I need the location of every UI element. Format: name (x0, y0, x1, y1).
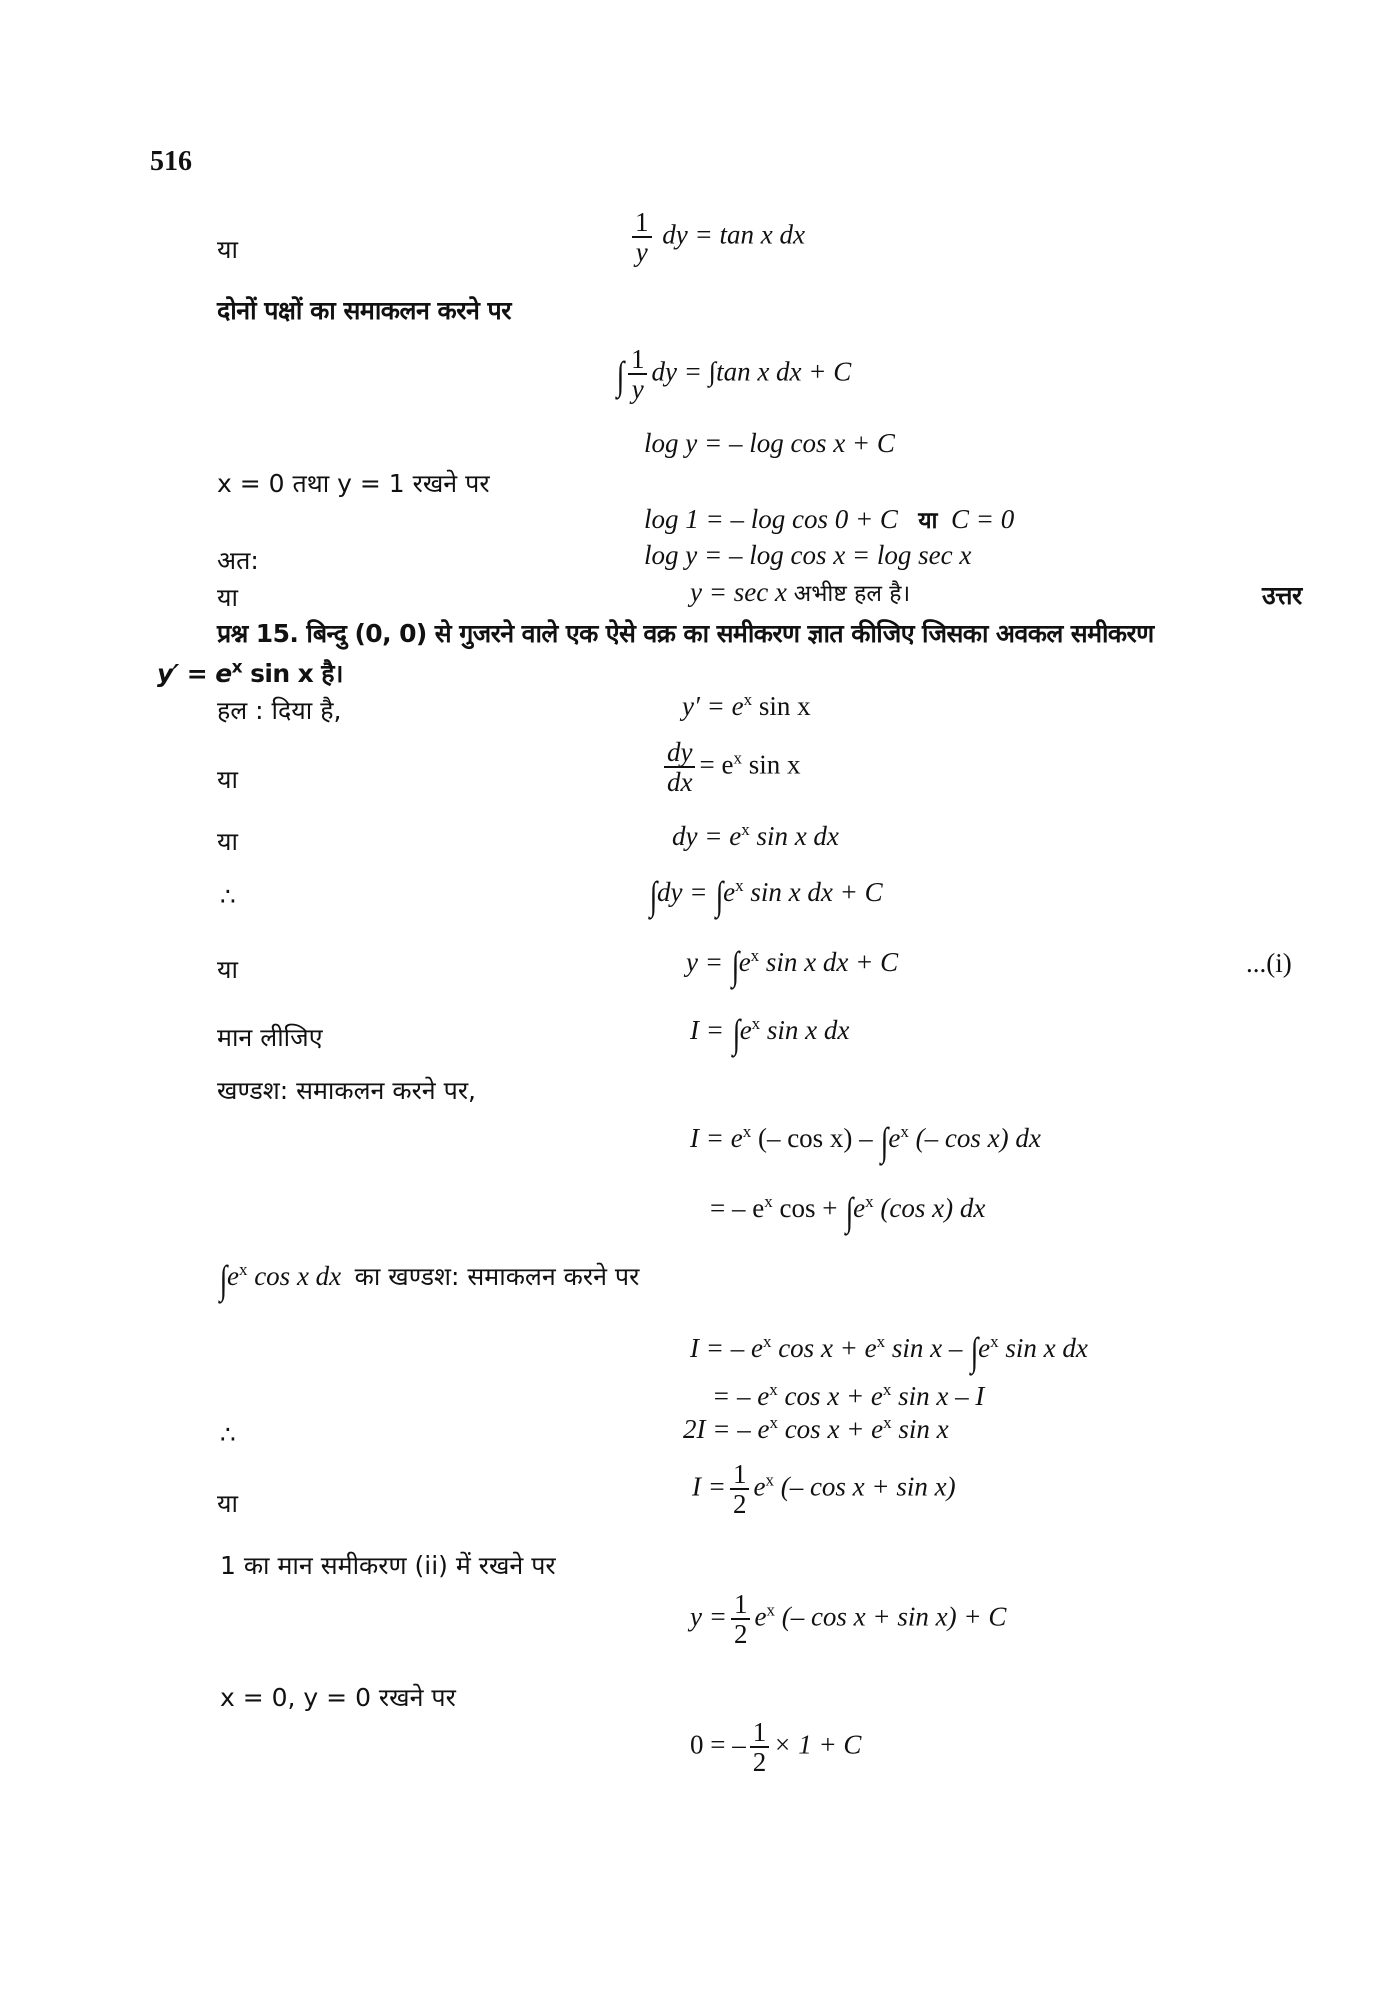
substitute-text: 1 का मान समीकरण (ii) में रखने पर (220, 1551, 556, 1580)
solution-label: हल : दिया है, (217, 696, 342, 725)
equation-result: y = sec x अभीष्ट हल है। (690, 577, 911, 607)
integral-icon: ∫ (845, 1189, 854, 1234)
equation-I-expanded: I = – $e^x$ $\cos x + e^x$ sin x – $\int e^x$ sin x dx (690, 1329, 1088, 1374)
page-number: 516 (150, 146, 192, 177)
integral-icon: ∫ (219, 1257, 228, 1302)
assume-label: मान लीजिए (217, 1023, 323, 1052)
equation-constant: 0 = – $\frac{1}{2}$ × 1 + C (690, 1717, 862, 1778)
equation-integrate: $\int dy = \int e^x$ sin x dx + C (649, 873, 883, 918)
question-heading (217, 616, 1154, 650)
substitution-text: x = 0 तथा y = 1 रखने पर (217, 469, 490, 498)
instruction-text: दोनों पक्षों का समाकलन करने पर (217, 296, 511, 325)
equation-I: $I = \int e^x$ sin x dx (690, 1011, 850, 1056)
equation-logsec: log y = – log cos x = log sec x (644, 540, 972, 570)
equation-y-general: y = $\frac{1}{2}$ $e^x$ (– cos x + sin x) + C (690, 1589, 1007, 1650)
equation-y: $y = \int e^x$ sin x dx + C (686, 943, 899, 988)
parts-cos-text: $\int e^x$ cos x dx का खण्डश: समाकलन करने पर (219, 1257, 640, 1302)
question-number: प्रश्न 15. (217, 619, 299, 648)
initial-condition-text: x = 0, y = 0 रखने पर (220, 1683, 456, 1712)
integral-icon: ∫ (715, 873, 724, 918)
fraction: $\frac{1}{y}$ (632, 208, 652, 267)
equation-2I: 2I = – $e^x$ $\cos x + e^x$ sin x (683, 1413, 949, 1444)
integral-icon: ∫ (970, 1329, 979, 1374)
equation-parts-2: = – $e^x$ $\cos + \int e^x$ (cos x) dx (710, 1189, 986, 1234)
equation-log1: log 1 = – log cos 0 + C या C = 0 (644, 504, 1015, 534)
equation-tag-i: ...(i) (1246, 948, 1292, 978)
equation-given: $y' = e^x$ sin x (682, 690, 811, 721)
label-ya: या (217, 827, 238, 856)
integral-icon: ∫ (731, 943, 740, 988)
integral-icon: ∫ (732, 1011, 741, 1056)
equation-log: log y = – log cos x + C (644, 428, 895, 458)
integral-icon: ∫ (881, 1119, 889, 1164)
label-atah: अत: (217, 546, 259, 575)
therefore-symbol: ∴ (220, 882, 236, 911)
therefore-symbol: ∴ (220, 1420, 236, 1449)
equation-dy: dy = $e^x$ sin x dx (672, 820, 839, 851)
label-ya: या (217, 235, 238, 264)
equation-integral: ∫ $\frac{1}{y}$ dy = ∫tan x dx + C (616, 344, 852, 405)
label-ya: या (217, 765, 238, 794)
answer-label: उत्तर (1262, 581, 1302, 610)
question-line-2: $y' = e^x$ sin x है। (157, 657, 343, 688)
equation-dydx: $\frac{dy}{dx}$ = $e^x$ sin x (660, 738, 800, 797)
integral-icon: ∫ (649, 873, 658, 918)
label-ya: या (217, 583, 238, 612)
equation-parts-1: $I = e^x$ (– $\cos x) - \int e^x$ (– cos x) dx (690, 1119, 1041, 1164)
label-ya: या (217, 955, 238, 984)
parts-integration-text: खण्डश: समाकलन करने पर, (217, 1076, 476, 1105)
equation-1: $\frac{1}{y}$ dy = tan x dx (628, 208, 805, 267)
label-ya: या (217, 1489, 238, 1518)
integral-icon: ∫ (616, 352, 625, 398)
equation-I-reduced: = – $e^x$ $\cos x + e^x$ sin x – I (712, 1380, 985, 1411)
equation-I-solved: I = $\frac{1}{2}$ $e^x$ (– cos x + sin x) (692, 1459, 956, 1520)
question-text: बिन्दु (0, 0) से गुजरने वाले एक ऐसे वक्र का समीकरण ज्ञात कीजिए जिसका अवकल समीकरण (306, 619, 1154, 648)
